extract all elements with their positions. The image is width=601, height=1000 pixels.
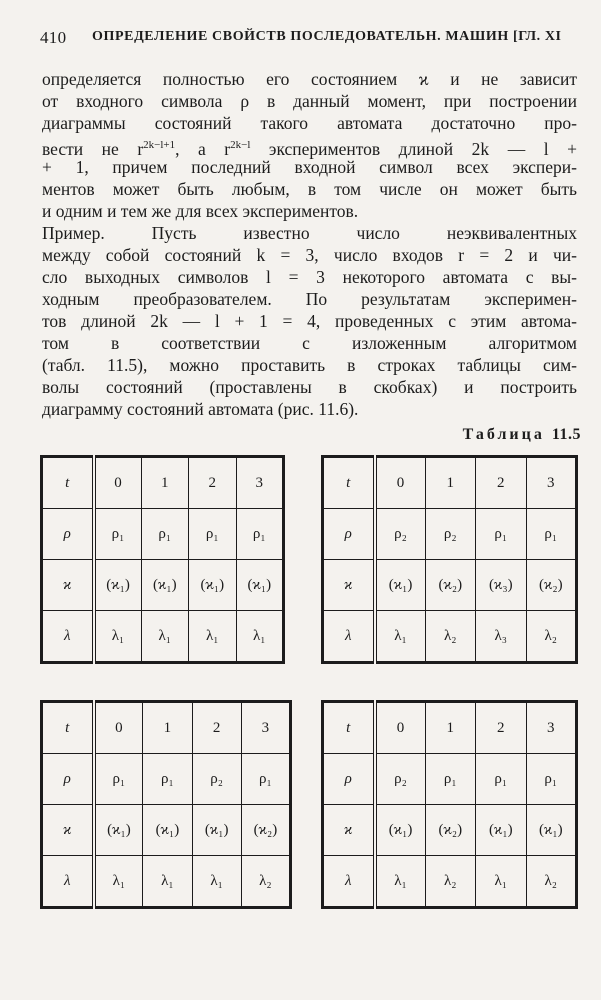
table-cell: ρ₁ (425, 754, 476, 805)
row-header-cell: ρ (42, 509, 94, 560)
table-cell: λ₁ (375, 611, 426, 663)
row-header-cell: λ (42, 611, 94, 663)
table-cell: λ₁ (476, 856, 527, 908)
text-line: волы состояний (проставлены в скобках) и построить (42, 377, 577, 397)
table-cell: λ₁ (375, 856, 426, 908)
table-cell: (ϰ₂) (241, 805, 290, 856)
table-cell: λ₃ (476, 611, 527, 663)
table-cell: 3 (526, 702, 577, 754)
text-line: ментов может быть любым, в том числе он может быть (42, 179, 577, 199)
input-row (42, 754, 291, 805)
table-cell: λ₂ (526, 856, 577, 908)
page-header (40, 28, 585, 52)
table-cell: ρ₁ (526, 509, 577, 560)
row-header-cell: ϰ (323, 560, 375, 611)
output-row (42, 611, 284, 663)
table-cell: (ϰ₁) (526, 805, 577, 856)
table-cell: 1 (141, 457, 189, 509)
table-cell: 0 (375, 457, 426, 509)
row-header-cell: t (323, 457, 375, 509)
table-cell: (ϰ₁) (375, 805, 426, 856)
table-cell: 2 (476, 457, 527, 509)
table-cell: λ₁ (143, 856, 192, 908)
text-line: диаграммы состояний такого автомата достаточно про- (42, 113, 577, 133)
paragraph-1 (42, 68, 577, 222)
table-cell: (ϰ₁) (236, 560, 284, 611)
table-cell: (ϰ₁) (189, 560, 237, 611)
row-header-cell: t (323, 702, 375, 754)
table-cell: ρ₁ (143, 754, 192, 805)
table-caption (463, 426, 581, 444)
table-cell: ρ₂ (375, 509, 426, 560)
table-cell: (ϰ₁) (476, 805, 527, 856)
table-cell: 2 (192, 702, 241, 754)
row-header-cell: λ (323, 856, 375, 908)
running-title: ОПРЕДЕЛЕНИЕ СВОЙСТВ ПОСЛЕДОВАТЕЛЬН. МАШИН [ГЛ. XI (92, 29, 562, 44)
table-cell: ρ₁ (476, 509, 527, 560)
table-cell: 1 (425, 457, 476, 509)
row-header-cell: λ (42, 856, 94, 908)
table-cell: ρ₂ (375, 754, 426, 805)
row-header-cell: ϰ (323, 805, 375, 856)
text-line: том в соответствии с изложенным алгоритмом (42, 333, 577, 353)
table-cell: (ϰ₁) (94, 805, 143, 856)
row-header-cell: ϰ (42, 805, 94, 856)
caption-word: Таблица (462, 426, 545, 443)
table-cell: (ϰ₁) (192, 805, 241, 856)
output-row (42, 856, 291, 908)
experiment-table-2 (321, 455, 578, 664)
text-line: диаграмму состояний автомата (рис. 11.6). (42, 399, 359, 419)
row-header-cell: t (42, 702, 94, 754)
table-cell: λ₁ (192, 856, 241, 908)
table-cell: ρ₁ (526, 754, 577, 805)
table-cell: λ₁ (236, 611, 284, 663)
text-line: тов длиной 2k — l + 1 = 4, проведенных с этим автома- (42, 311, 577, 331)
text-line: от входного символа ρ в данный момент, при построении (42, 91, 577, 111)
table-cell: λ₂ (425, 611, 476, 663)
table-cell: 0 (94, 702, 143, 754)
text-line: (табл. 11.5), можно проставить в строках таблицы сим- (42, 355, 577, 375)
table-cell: (ϰ₁) (143, 805, 192, 856)
table-cell: ρ₂ (425, 509, 476, 560)
table-cell: 0 (94, 457, 142, 509)
input-row (323, 754, 577, 805)
text-line: определяется полностью его состоянием ϰ и не зависит (42, 69, 577, 89)
output-row (323, 856, 577, 908)
page-number: 410 (40, 28, 67, 47)
table-cell: ρ₁ (189, 509, 237, 560)
row-header-cell: ρ (42, 754, 94, 805)
table-cell: λ₁ (94, 856, 143, 908)
row-header-cell: ϰ (42, 560, 94, 611)
table-cell: λ₂ (241, 856, 290, 908)
table-cell: 3 (241, 702, 290, 754)
table-cell: (ϰ₁) (141, 560, 189, 611)
text-line: между собой состояний k = 3, число входов r = 2 и чи- (42, 245, 577, 265)
table-cell: ρ₂ (192, 754, 241, 805)
text-line: + 1, причем последний входной символ всех экспери- (42, 157, 577, 177)
table-cell: 3 (236, 457, 284, 509)
table-cell: λ₁ (189, 611, 237, 663)
table-cell: 1 (143, 702, 192, 754)
experiment-table-3 (40, 700, 292, 909)
text-line: Пример. Пусть известно число неэквивалентных (42, 223, 577, 243)
output-row (323, 611, 577, 663)
input-row (42, 509, 284, 560)
table-cell: λ₂ (526, 611, 577, 663)
experiment-table-4 (321, 700, 578, 909)
state-row (323, 805, 577, 856)
table-cell: 2 (476, 702, 527, 754)
time-row (42, 457, 284, 509)
paragraph-2 (42, 222, 577, 420)
table-cell: ρ₁ (94, 754, 143, 805)
row-header-cell: ρ (323, 509, 375, 560)
time-row (323, 457, 577, 509)
table-cell: (ϰ₂) (425, 805, 476, 856)
table-cell: (ϰ₂) (526, 560, 577, 611)
table-cell: (ϰ₃) (476, 560, 527, 611)
input-row (323, 509, 577, 560)
table-cell: ρ₁ (141, 509, 189, 560)
row-header-cell: ρ (323, 754, 375, 805)
table-cell: ρ₁ (476, 754, 527, 805)
table-cell: ρ₁ (241, 754, 290, 805)
table-cell: ρ₁ (94, 509, 142, 560)
text-line: и одним и тем же для всех экспериментов. (42, 201, 359, 221)
state-row (323, 560, 577, 611)
table-cell: 1 (425, 702, 476, 754)
table-cell: (ϰ₁) (94, 560, 142, 611)
table-cell: λ₁ (141, 611, 189, 663)
state-row (42, 805, 291, 856)
table-cell: 0 (375, 702, 426, 754)
text-line: ходным преобразователем. По результатам эксперимен- (42, 289, 577, 309)
caption-number: 11.5 (551, 426, 581, 443)
table-cell: ρ₁ (236, 509, 284, 560)
table-cell: (ϰ₂) (425, 560, 476, 611)
table-cell: 3 (526, 457, 577, 509)
table-cell: (ϰ₁) (375, 560, 426, 611)
text-line: сло выходных символов l = 3 некоторого автомата с вы- (42, 267, 577, 287)
row-header-cell: λ (323, 611, 375, 663)
row-header-cell: t (42, 457, 94, 509)
table-cell: 2 (189, 457, 237, 509)
experiment-table-1 (40, 455, 285, 664)
text-line: вести не $r^{2k-l+1}$, а $r^{2k-l}$ экспериментов длиной 2k — l + (42, 138, 577, 159)
state-row (42, 560, 284, 611)
table-cell: λ₁ (94, 611, 142, 663)
time-row (323, 702, 577, 754)
table-cell: λ₂ (425, 856, 476, 908)
time-row (42, 702, 291, 754)
